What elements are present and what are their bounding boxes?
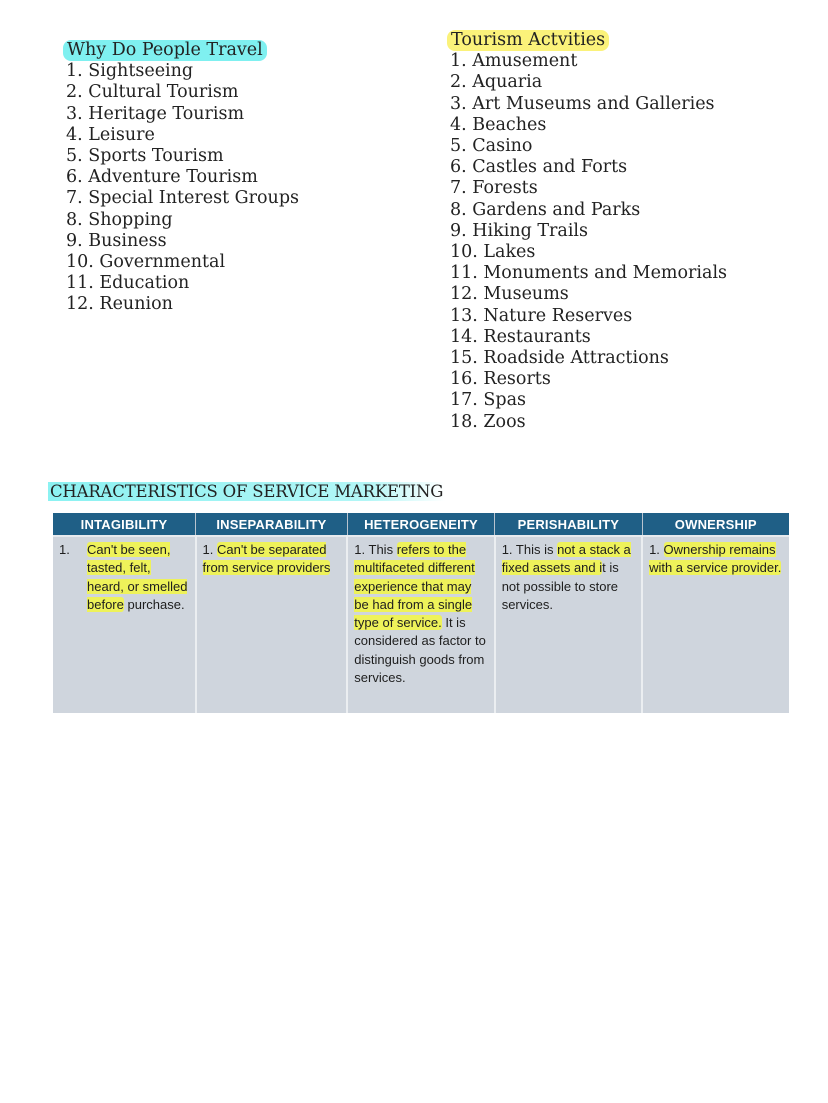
why-travel-heading: Why Do People Travel	[63, 40, 267, 61]
cell-inseparability: 1. Can't be separated from service providers	[196, 536, 348, 713]
tourism-activities-list	[450, 30, 727, 433]
list-item: 9. Business	[66, 230, 167, 251]
list-item: 11. Monuments and Memorials	[450, 263, 728, 284]
list-item: 8. Shopping	[66, 209, 173, 230]
tourism-activities-heading: Tourism Actvities	[447, 30, 609, 51]
list-item: 7. Special Interest Groups	[66, 188, 300, 209]
service-characteristics-table	[53, 513, 789, 713]
column-header-perishability: PERISHABILITY	[495, 513, 642, 536]
list-item: 3. Heritage Tourism	[66, 103, 245, 124]
why-people-travel-list	[66, 40, 299, 316]
list-item: 4. Beaches	[450, 114, 547, 135]
list-item: 5. Sports Tourism	[66, 146, 224, 167]
list-item: 2. Cultural Tourism	[66, 82, 239, 103]
list-item: 9. Hiking Trails	[450, 220, 589, 241]
list-item: 1. Sightseeing	[66, 61, 194, 82]
column-header-heterogeneity: HETEROGENEITY	[347, 513, 494, 536]
cell-heterogeneity: 1. This refers to the multifaceted different experience that may be had from a single type of service. It is considered as factor to distinguish goods from services.	[347, 536, 494, 713]
list-item: 12. Museums	[450, 284, 569, 305]
table-header-row	[53, 513, 789, 536]
list-item: 8. Gardens and Parks	[450, 199, 641, 220]
column-header-inseparability: INSEPARABILITY	[196, 513, 348, 536]
column-header-intangibility: INTAGIBILITY	[53, 513, 196, 536]
list-item: 14. Restaurants	[450, 326, 591, 347]
list-item: 12. Reunion	[66, 294, 173, 315]
list-item: 5. Casino	[450, 136, 533, 157]
list-item: 18. Zoos	[450, 411, 526, 432]
service-marketing-title: CHARACTERISTICS OF SERVICE MARKETING	[50, 482, 444, 501]
cell-ownership: 1. Ownership remains with a service provider.	[642, 536, 789, 713]
list-item: 4. Leisure	[66, 124, 155, 145]
table-row	[53, 536, 789, 713]
list-item: 10. Lakes	[450, 242, 536, 263]
list-item: 6. Castles and Forts	[450, 157, 628, 178]
cell-perishability: 1. This is not a stack a fixed assets and it is not possible to store services.	[495, 536, 642, 713]
list-item: 3. Art Museums and Galleries	[450, 93, 715, 114]
column-header-ownership: OWNERSHIP	[642, 513, 789, 536]
list-item: 1. Amusement	[450, 51, 578, 72]
list-item: 13. Nature Reserves	[450, 305, 633, 326]
list-item: 11. Education	[66, 273, 190, 294]
cell-intangibility: 1. Can't be seen, tasted, felt, heard, or smelled before purchase.	[53, 536, 196, 713]
list-item: 15. Roadside Attractions	[450, 348, 669, 369]
list-item: 16. Resorts	[450, 369, 551, 390]
list-item: 7. Forests	[450, 178, 538, 199]
list-item: 10. Governmental	[66, 252, 226, 273]
list-item: 2. Aquaria	[450, 72, 543, 93]
list-item: 6. Adventure Tourism	[66, 167, 258, 188]
list-item: 17. Spas	[450, 390, 526, 411]
